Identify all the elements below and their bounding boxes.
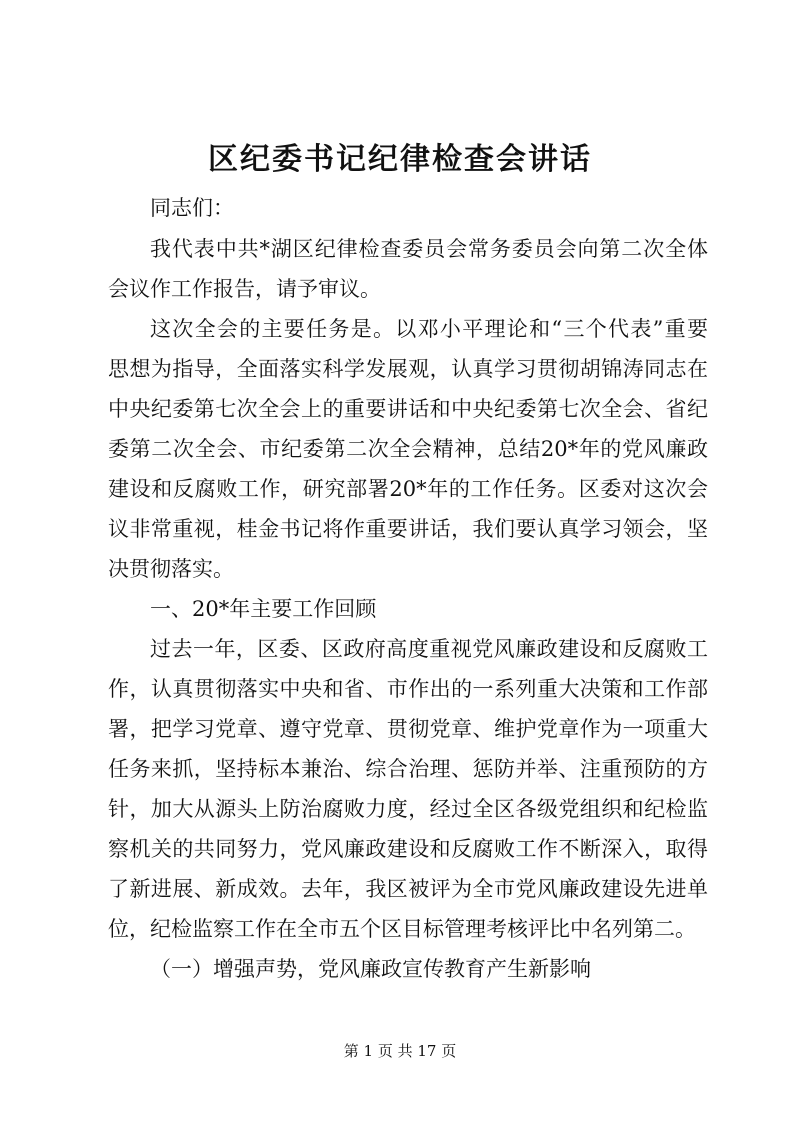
body-line: 决贯彻落实。 — [108, 557, 234, 581]
body-line: 察机关的共同努力，党风廉政建设和反腐败工作不断深入，取得 — [108, 837, 708, 861]
document-title: 区纪委书记纪律检查会讲话 — [208, 142, 592, 177]
body-line: 这次全会的主要任务是。以邓小平理论和“三个代表”重要 — [150, 317, 708, 341]
subsection-heading: （一）增强声势，党风廉政宣传教育产生新影响 — [150, 957, 591, 981]
body-line: 作，认真贯彻落实中央和省、市作出的一系列重大决策和工作部 — [108, 677, 708, 701]
body-line: 议非常重视，桂金书记将作重要讲话，我们要认真学习领会，坚 — [108, 517, 708, 541]
salutation-line: 同志们： — [150, 196, 234, 220]
body-line: 我代表中共*湖区纪律检查委员会常务委员会向第二次全体 — [150, 237, 708, 261]
body-line: 署，把学习党章、遵守党章、贯彻党章、维护党章作为一项重大 — [108, 717, 708, 741]
body-line: 建设和反腐败工作，研究部署20*年的工作任务。区委对这次会 — [108, 477, 708, 501]
section-heading: 一、20*年主要工作回顾 — [150, 597, 377, 621]
body-line: 位，纪检监察工作在全市五个区目标管理考核评比中名列第二。 — [108, 917, 696, 941]
page-number: 第 1 页 共 17 页 — [343, 1042, 457, 1060]
body-line: 任务来抓，坚持标本兼治、综合治理、惩防并举、注重预防的方 — [108, 757, 708, 781]
body-line: 中央纪委第七次全会上的重要讲话和中央纪委第七次全会、省纪 — [108, 397, 708, 421]
body-line: 委第二次全会、市纪委第二次全会精神，总结20*年的党风廉政 — [108, 437, 708, 461]
body-line: 了新进展、新成效。去年，我区被评为全市党风廉政建设先进单 — [108, 877, 708, 901]
body-line: 过去一年，区委、区政府高度重视党风廉政建设和反腐败工 — [150, 637, 708, 661]
body-line: 会议作工作报告，请予审议。 — [108, 277, 381, 301]
body-line: 针，加大从源头上防治腐败力度，经过全区各级党组织和纪检监 — [108, 797, 708, 821]
body-line: 思想为指导，全面落实科学发展观，认真学习贯彻胡锦涛同志在 — [108, 357, 708, 381]
